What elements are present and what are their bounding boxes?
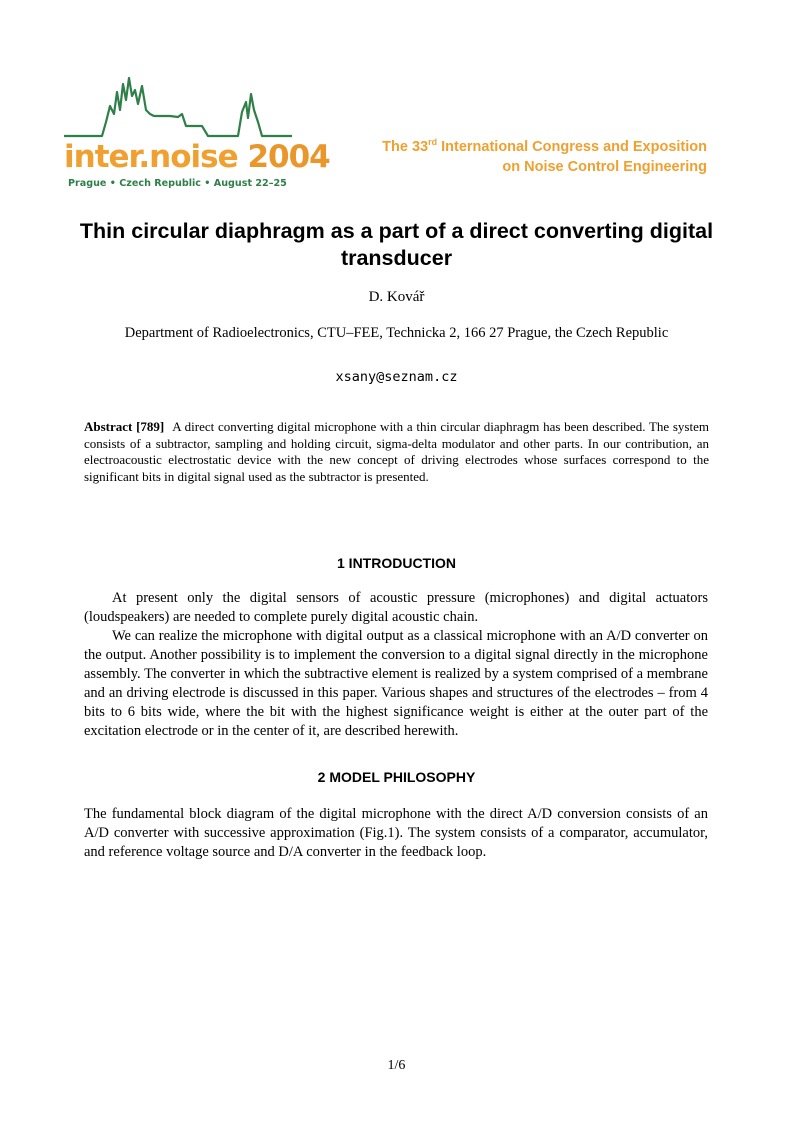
section-heading-introduction: 1 INTRODUCTION — [337, 555, 456, 571]
congress-prefix: The 33 — [382, 139, 429, 155]
congress-ordinal: rd — [428, 137, 438, 147]
logo-wordmark-left: inter.noise — [64, 139, 238, 175]
model-paragraph-1: The fundamental block diagram of the digital microphone with the direct A/D conversion consists of an A/D converter with successive approximation (Fig.1). The system consists of a comparator, accumulator, and reference voltage source and D/A converter in the feedback loop. — [84, 806, 708, 860]
intro-paragraph-1: At present only the digital sensors of acoustic pressure (microphones) and digital actuators (loudspeakers) are needed to complete purely digital acoustic chain. — [84, 590, 708, 625]
congress-line-2: on Noise Control Engineering — [502, 159, 707, 175]
paper-title: Thin circular diaphragm as a part of a direct converting digital transducer — [79, 219, 714, 270]
abstract — [84, 419, 709, 485]
congress-line-1 — [382, 137, 707, 157]
congress-heading — [382, 137, 707, 177]
paper-affiliation: Department of Radioelectronics, CTU–FEE, Technicka 2, 166 27 Prague, the Czech Republic — [124, 325, 669, 341]
abstract-label: Abstract [789] — [84, 419, 165, 434]
congress-line-1-rest: International Congress and Exposition — [437, 139, 707, 155]
abstract-text: A direct converting digital microphone with a thin circular diaphragm has been described. The system consists of a subtractor, sampling and holding circuit, sigma-delta modulator and other parts. In our contribution, an electroacoustic electrostatic device with the new concept of driving electrodes whose surfaces correspond to the significant bits in digital signal used as the subtractor is presented. — [84, 419, 709, 484]
conference-logo — [62, 70, 330, 192]
skyline-waveform-graphic — [62, 70, 294, 150]
author-email: xsany@seznam.cz — [335, 369, 458, 385]
logo-wordmark-year: 2004 — [247, 139, 330, 175]
logo-subtitle: Prague • Czech Republic • August 22–25 — [68, 178, 287, 189]
page-number: 1/6 — [387, 1058, 406, 1073]
logo-wordmark — [64, 139, 330, 175]
section-heading-model-philosophy: 2 MODEL PHILOSOPHY — [317, 769, 476, 785]
paper-author: D. Kovář — [368, 289, 425, 305]
intro-paragraph-2: We can realize the microphone with digital output as a classical microphone with an A/D converter on the output. Another possibility is to implement the conversion to a digital signal directly in the microphone assembly. The converter in which the subtractive element is realized by a system comprised of a membrane and an driving electrode is discussed in this paper. Various shapes and structures of the electrodes – from 4 bits to 6 bits wide, where the bit with the highest significance weight is either at the outer part of the excitation electrode or in the center of it, are described herewith. — [84, 628, 708, 739]
